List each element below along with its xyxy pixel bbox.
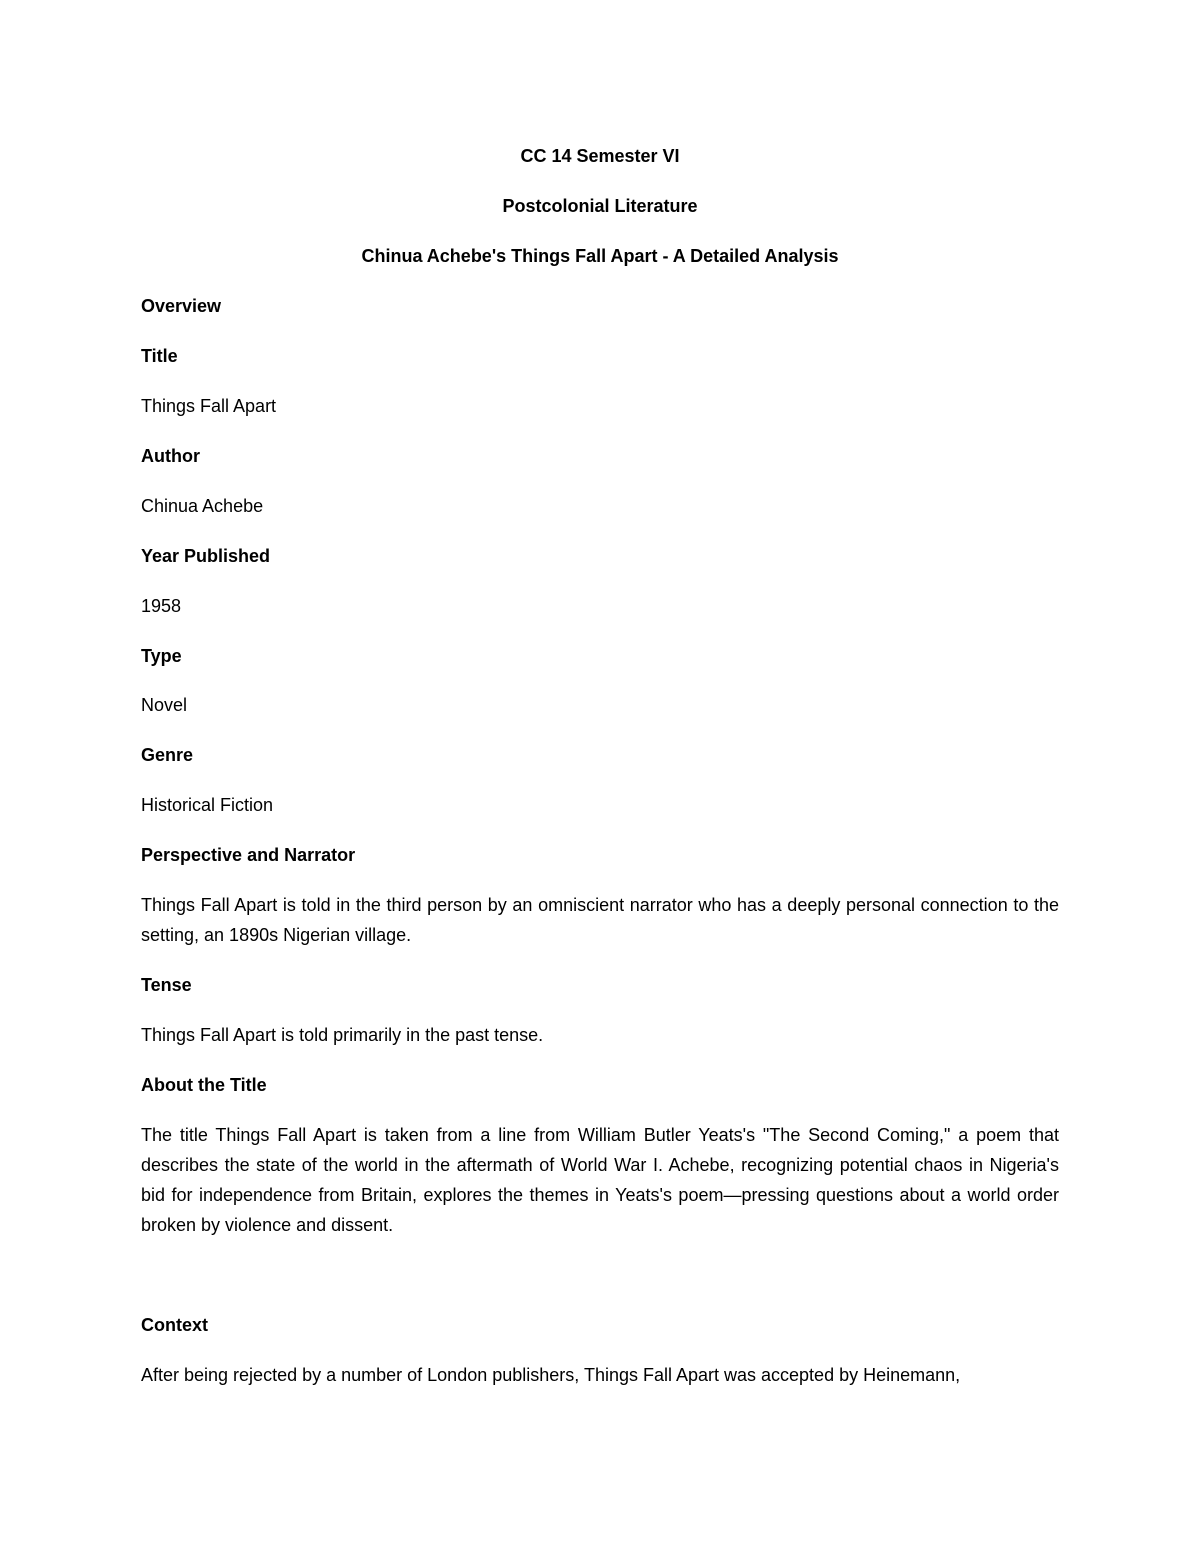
genre-label: Genre — [141, 745, 194, 765]
course-heading: CC 14 Semester VI — [520, 146, 680, 166]
genre-value: Historical Fiction — [141, 795, 274, 815]
tense-heading: Tense — [141, 975, 192, 995]
type-label: Type — [141, 646, 182, 666]
document-title: Chinua Achebe's Things Fall Apart - A Detailed Analysis — [361, 246, 839, 266]
author-value: Chinua Achebe — [141, 496, 264, 516]
subject-heading: Postcolonial Literature — [502, 196, 698, 216]
author-label: Author — [141, 446, 200, 466]
about-title-paragraph: The title Things Fall Apart is taken from a line from William Butler Yeats's "The Second Coming," a poem that describes the state of the world in the aftermath of World War I. Achebe, recognizing potential chaos in Nigeria's bid for independence from Britain, explores the themes in Yeats's poem—pressing questions about a world order broken by violence and dissent. — [141, 1125, 1059, 1235]
context-heading: Context — [141, 1315, 208, 1335]
tense-paragraph: Things Fall Apart is told primarily in the past tense. — [141, 1025, 544, 1045]
context-paragraph: After being rejected by a number of London publishers, Things Fall Apart was accepted by Heinemann, — [141, 1365, 961, 1385]
year-value: 1958 — [141, 596, 182, 616]
year-label: Year Published — [141, 546, 271, 566]
perspective-heading: Perspective and Narrator — [141, 845, 356, 865]
title-label: Title — [141, 346, 178, 366]
perspective-paragraph: Things Fall Apart is told in the third person by an omniscient narrator who has a deeply personal connection to the setting, an 1890s Nigerian village. — [141, 895, 1059, 945]
overview-heading: Overview — [141, 296, 222, 316]
title-value: Things Fall Apart — [141, 396, 277, 416]
type-value: Novel — [141, 695, 188, 715]
about-title-heading: About the Title — [141, 1075, 267, 1095]
